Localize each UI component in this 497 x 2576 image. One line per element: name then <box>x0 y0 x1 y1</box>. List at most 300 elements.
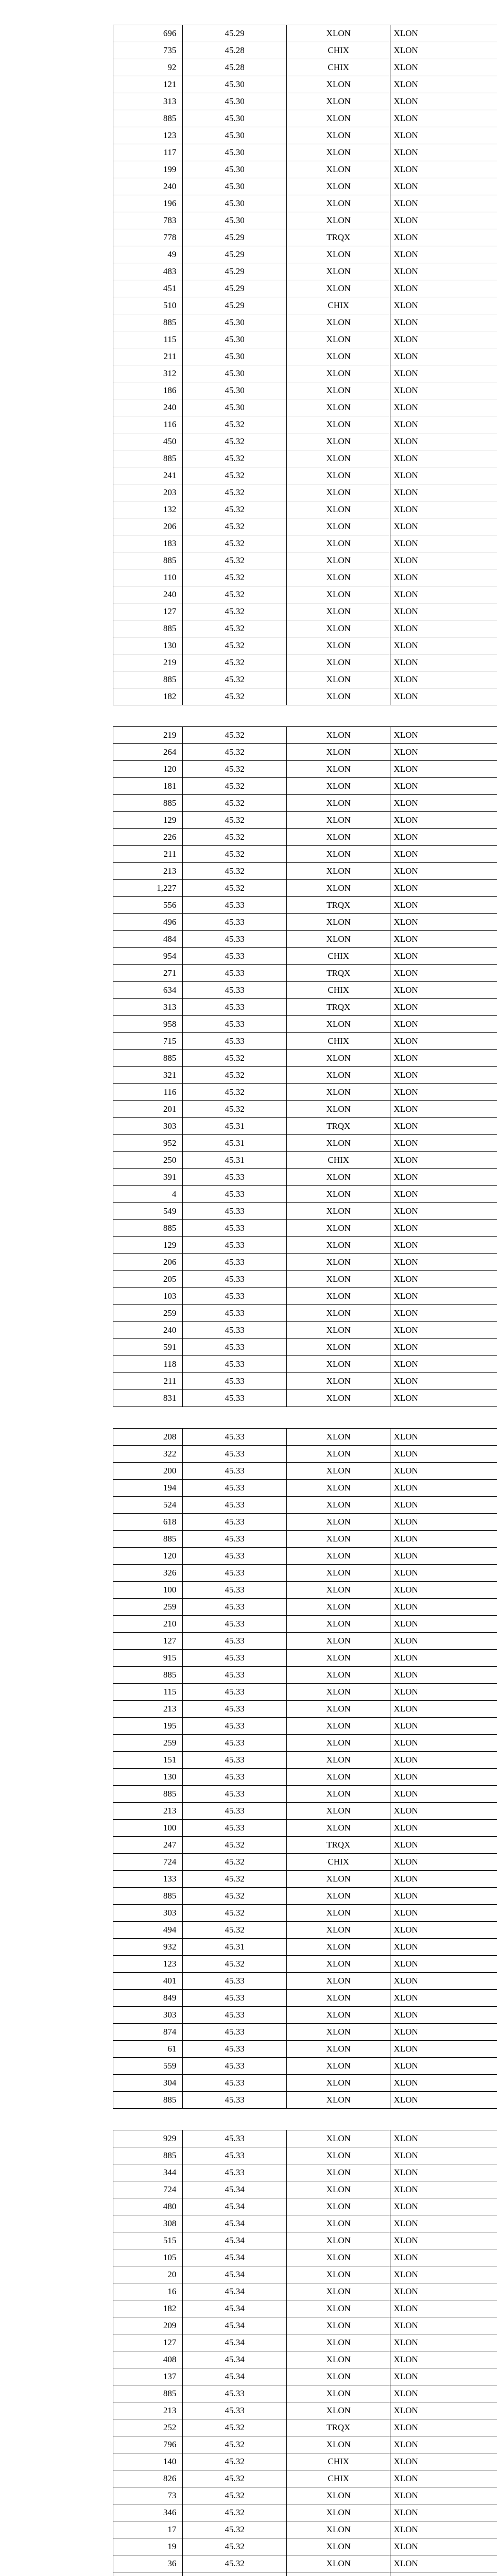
venue-cell: XLON <box>286 727 390 744</box>
table-row <box>113 829 497 846</box>
price-cell: 45.34 <box>183 2351 287 2368</box>
trade-table-block <box>113 1428 497 2109</box>
volume-cell: 618 <box>113 1514 183 1531</box>
price-cell: 45.33 <box>183 1220 287 1237</box>
venue-cell: CHIX <box>286 297 390 314</box>
venue-cell: XLON <box>286 1237 390 1254</box>
volume-cell: 211 <box>113 348 183 365</box>
table-row <box>113 1803 497 1820</box>
table-row <box>113 948 497 965</box>
venue-cell: XLON <box>286 1956 390 1973</box>
market-cell: XLON <box>390 382 497 399</box>
table-row <box>113 569 497 586</box>
price-cell: 45.30 <box>183 331 287 348</box>
market-cell: XLON <box>390 1582 497 1599</box>
table-row <box>113 365 497 382</box>
volume-cell: 344 <box>113 2164 183 2181</box>
price-cell: 45.30 <box>183 93 287 110</box>
table-row <box>113 1084 497 1101</box>
table-row <box>113 2164 497 2181</box>
price-cell: 45.32 <box>183 620 287 637</box>
market-cell: XLON <box>390 450 497 467</box>
price-cell: 45.31 <box>183 1939 287 1956</box>
venue-cell: XLON <box>286 2249 390 2266</box>
table-row <box>113 2266 497 2283</box>
table-row <box>113 1922 497 1939</box>
price-cell: 45.32 <box>183 654 287 671</box>
venue-cell: XLON <box>286 2058 390 2075</box>
volume-cell: 778 <box>113 229 183 246</box>
market-cell: XLON <box>390 914 497 931</box>
price-cell: 45.33 <box>183 948 287 965</box>
volume-cell: 252 <box>113 2419 183 2436</box>
volume-cell: 4 <box>113 1186 183 1203</box>
volume-cell: 885 <box>113 2092 183 2109</box>
price-cell: 45.33 <box>183 2007 287 2024</box>
table-row <box>113 2232 497 2249</box>
table-row <box>113 1186 497 1203</box>
price-cell: 45.32 <box>183 2504 287 2521</box>
table-row <box>113 846 497 863</box>
price-cell: 45.30 <box>183 365 287 382</box>
venue-cell: XLON <box>286 535 390 552</box>
table-row <box>113 263 497 280</box>
table-row <box>113 467 497 484</box>
market-cell: XLON <box>390 467 497 484</box>
market-cell: XLON <box>390 727 497 744</box>
volume-cell: 259 <box>113 1599 183 1616</box>
table-row <box>113 620 497 637</box>
table-bottom-border <box>113 1406 497 1407</box>
table-row <box>113 535 497 552</box>
price-cell: 45.31 <box>183 1152 287 1169</box>
price-cell: 45.30 <box>183 144 287 161</box>
table-row <box>113 2521 497 2538</box>
venue-cell: XLON <box>286 1169 390 1186</box>
table-row <box>113 688 497 705</box>
price-cell: 45.30 <box>183 195 287 212</box>
price-cell: 45.33 <box>183 1305 287 1322</box>
price-cell: 45.33 <box>183 999 287 1016</box>
market-cell: XLON <box>390 1446 497 1463</box>
price-cell: 45.33 <box>183 1769 287 1786</box>
venue-cell: XLON <box>286 1548 390 1565</box>
volume-cell: 484 <box>113 931 183 948</box>
price-cell: 45.34 <box>183 2300 287 2317</box>
volume-cell: 200 <box>113 1463 183 1480</box>
volume-cell: 103 <box>113 1288 183 1305</box>
market-cell: XLON <box>390 1356 497 1373</box>
table-row <box>113 795 497 812</box>
price-cell: 45.33 <box>183 1616 287 1633</box>
venue-cell: XLON <box>286 603 390 620</box>
volume-cell: 250 <box>113 1152 183 1169</box>
table-row <box>113 246 497 263</box>
price-cell: 45.32 <box>183 846 287 863</box>
volume-cell: 19 <box>113 2538 183 2555</box>
venue-cell: CHIX <box>286 1152 390 1169</box>
market-cell: XLON <box>390 2198 497 2215</box>
volume-cell: 724 <box>113 1854 183 1871</box>
table-row <box>113 1565 497 1582</box>
volume-cell: 120 <box>113 761 183 778</box>
price-cell: 45.30 <box>183 161 287 178</box>
table-row <box>113 637 497 654</box>
volume-cell: 391 <box>113 1169 183 1186</box>
volume-cell: 115 <box>113 1684 183 1701</box>
market-cell: XLON <box>390 1599 497 1616</box>
volume-cell: 20 <box>113 2266 183 2283</box>
table-row <box>113 314 497 331</box>
volume-cell: 559 <box>113 2058 183 2075</box>
table-row <box>113 1735 497 1752</box>
table-row <box>113 93 497 110</box>
venue-cell: CHIX <box>286 42 390 59</box>
price-cell: 45.28 <box>183 42 287 59</box>
market-cell: XLON <box>390 1837 497 1854</box>
venue-cell: XLON <box>286 2521 390 2538</box>
market-cell: XLON <box>390 897 497 914</box>
volume-cell: 885 <box>113 671 183 688</box>
volume-cell: 151 <box>113 1752 183 1769</box>
venue-cell: CHIX <box>286 59 390 76</box>
volume-cell: 696 <box>113 25 183 42</box>
price-cell: 45.33 <box>183 1033 287 1050</box>
market-cell: XLON <box>390 999 497 1016</box>
table-row <box>113 280 497 297</box>
venue-cell: XLON <box>286 1803 390 1820</box>
venue-cell: XLON <box>286 2075 390 2092</box>
venue-cell: XLON <box>286 1446 390 1463</box>
price-cell: 45.33 <box>183 2130 287 2147</box>
volume-cell: 183 <box>113 535 183 552</box>
venue-cell: XLON <box>286 110 390 127</box>
table-row <box>113 348 497 365</box>
venue-cell: TRQX <box>286 897 390 914</box>
table-row <box>113 1135 497 1152</box>
volume-cell: 105 <box>113 2249 183 2266</box>
venue-cell: XLON <box>286 2181 390 2198</box>
market-cell: XLON <box>390 59 497 76</box>
price-cell: 45.33 <box>183 2147 287 2164</box>
table-row <box>113 2453 497 2470</box>
volume-cell: 849 <box>113 1990 183 2007</box>
table-row <box>113 2419 497 2436</box>
table-row <box>113 1650 497 1667</box>
price-cell: 45.32 <box>183 2555 287 2572</box>
table-row <box>113 1118 497 1135</box>
venue-cell: XLON <box>286 1752 390 1769</box>
price-cell: 45.33 <box>183 1356 287 1373</box>
price-cell: 45.28 <box>183 59 287 76</box>
price-cell: 45.32 <box>183 829 287 846</box>
table-row <box>113 897 497 914</box>
volume-cell: 450 <box>113 433 183 450</box>
venue-cell: XLON <box>286 1871 390 1888</box>
market-cell: XLON <box>390 1718 497 1735</box>
price-cell: 45.33 <box>183 1735 287 1752</box>
volume-cell: 524 <box>113 1497 183 1514</box>
market-cell: XLON <box>390 2075 497 2092</box>
price-cell: 45.32 <box>183 1837 287 1854</box>
volume-cell: 929 <box>113 2130 183 2147</box>
price-cell: 45.33 <box>183 931 287 948</box>
table-row <box>113 1288 497 1305</box>
trade-table-block <box>113 25 497 705</box>
volume-cell: 17 <box>113 2521 183 2538</box>
venue-cell: XLON <box>286 880 390 897</box>
price-cell: 45.32 <box>183 1888 287 1905</box>
venue-cell: XLON <box>286 399 390 416</box>
volume-cell: 885 <box>113 314 183 331</box>
price-cell: 45.32 <box>183 552 287 569</box>
venue-cell: XLON <box>286 1718 390 1735</box>
table-row <box>113 880 497 897</box>
table-row <box>113 59 497 76</box>
volume-cell: 915 <box>113 1650 183 1667</box>
venue-cell: XLON <box>286 1084 390 1101</box>
volume-cell: 885 <box>113 1888 183 1905</box>
table-row <box>113 982 497 999</box>
price-cell: 45.32 <box>183 795 287 812</box>
venue-cell: XLON <box>286 1990 390 2007</box>
price-cell: 45.32 <box>183 518 287 535</box>
table-row <box>113 1429 497 1446</box>
volume-cell: 303 <box>113 1118 183 1135</box>
volume-cell: 247 <box>113 1837 183 1854</box>
venue-cell: XLON <box>286 1667 390 1684</box>
table-row <box>113 1373 497 1390</box>
price-cell: 45.33 <box>183 1599 287 1616</box>
price-cell: 45.34 <box>183 2368 287 2385</box>
venue-cell: TRQX <box>286 2419 390 2436</box>
table-row <box>113 2130 497 2147</box>
market-cell: XLON <box>390 2334 497 2351</box>
volume-cell: 885 <box>113 110 183 127</box>
venue-cell: XLON <box>286 654 390 671</box>
price-cell: 45.33 <box>183 1446 287 1463</box>
venue-cell: XLON <box>286 586 390 603</box>
volume-cell: 211 <box>113 1373 183 1390</box>
market-cell: XLON <box>390 1871 497 1888</box>
volume-cell: 510 <box>113 297 183 314</box>
trade-table <box>113 1429 497 2108</box>
volume-cell: 182 <box>113 2300 183 2317</box>
market-cell: XLON <box>390 2402 497 2419</box>
table-row <box>113 2300 497 2317</box>
market-cell: XLON <box>390 399 497 416</box>
venue-cell: XLON <box>286 2368 390 2385</box>
price-cell: 45.32 <box>183 1050 287 1067</box>
volume-cell: 49 <box>113 246 183 263</box>
price-cell: 45.34 <box>183 2232 287 2249</box>
volume-cell: 36 <box>113 2555 183 2572</box>
venue-cell: XLON <box>286 2041 390 2058</box>
market-cell: XLON <box>390 1990 497 2007</box>
price-cell: 45.33 <box>183 2058 287 2075</box>
price-cell: 45.33 <box>183 2041 287 2058</box>
price-cell: 45.33 <box>183 914 287 931</box>
table-row <box>113 914 497 931</box>
price-cell: 45.32 <box>183 2538 287 2555</box>
price-cell: 45.33 <box>183 1429 287 1446</box>
market-cell: XLON <box>390 829 497 846</box>
market-cell: XLON <box>390 1101 497 1118</box>
market-cell: XLON <box>390 501 497 518</box>
venue-cell: XLON <box>286 1429 390 1446</box>
table-row <box>113 1220 497 1237</box>
volume-cell: 186 <box>113 382 183 399</box>
price-cell: 45.32 <box>183 2453 287 2470</box>
volume-cell: 634 <box>113 982 183 999</box>
table-row <box>113 1718 497 1735</box>
volume-cell: 451 <box>113 280 183 297</box>
table-row <box>113 2007 497 2024</box>
price-cell: 45.30 <box>183 382 287 399</box>
market-cell: XLON <box>390 586 497 603</box>
volume-cell: 885 <box>113 795 183 812</box>
market-cell: XLON <box>390 1152 497 1169</box>
venue-cell: XLON <box>286 1497 390 1514</box>
price-cell: 45.32 <box>183 2436 287 2453</box>
trade-table-block <box>113 2130 497 2576</box>
venue-cell: XLON <box>286 931 390 948</box>
market-cell <box>390 2572 497 2576</box>
price-cell: 45.33 <box>183 1186 287 1203</box>
price-cell: 45.32 <box>183 433 287 450</box>
table-row <box>113 127 497 144</box>
volume-cell: 954 <box>113 948 183 965</box>
price-cell: 45.33 <box>183 982 287 999</box>
venue-cell: XLON <box>286 450 390 467</box>
volume-cell: 73 <box>113 2487 183 2504</box>
price-cell: 45.32 <box>183 2487 287 2504</box>
volume-cell: 885 <box>113 1531 183 1548</box>
venue-cell: XLON <box>286 1305 390 1322</box>
price-cell: 45.33 <box>183 2075 287 2092</box>
table-row <box>113 501 497 518</box>
table-row <box>113 25 497 42</box>
market-cell: XLON <box>390 535 497 552</box>
market-cell: XLON <box>390 246 497 263</box>
venue-cell: XLON <box>286 331 390 348</box>
volume-cell: 240 <box>113 1322 183 1339</box>
table-row <box>113 761 497 778</box>
table-row <box>113 999 497 1016</box>
price-cell: 45.32 <box>183 1101 287 1118</box>
price-cell: 45.33 <box>183 1514 287 1531</box>
table-row <box>113 1169 497 1186</box>
venue-cell: XLON <box>286 178 390 195</box>
market-cell: XLON <box>390 195 497 212</box>
volume-cell: 133 <box>113 1871 183 1888</box>
venue-cell: XLON <box>286 2487 390 2504</box>
market-cell: XLON <box>390 1463 497 1480</box>
volume-cell: 116 <box>113 416 183 433</box>
price-cell: 45.34 <box>183 2181 287 2198</box>
table-row <box>113 1101 497 1118</box>
price-cell: 45.33 <box>183 2164 287 2181</box>
table-row <box>113 178 497 195</box>
market-cell: XLON <box>390 212 497 229</box>
price-cell: 45.32 <box>183 637 287 654</box>
price-cell <box>183 2572 287 2576</box>
price-cell: 45.33 <box>183 1322 287 1339</box>
venue-cell: XLON <box>286 144 390 161</box>
table-row <box>113 1033 497 1050</box>
volume-cell: 885 <box>113 1050 183 1067</box>
table-row <box>113 2147 497 2164</box>
market-cell: XLON <box>390 1803 497 1820</box>
market-cell: XLON <box>390 1616 497 1633</box>
table-row <box>113 1203 497 1220</box>
venue-cell: CHIX <box>286 2470 390 2487</box>
market-cell: XLON <box>390 880 497 897</box>
table-row <box>113 1016 497 1033</box>
volume-cell: 885 <box>113 620 183 637</box>
price-cell: 45.33 <box>183 1718 287 1735</box>
price-cell: 45.32 <box>183 1854 287 1871</box>
venue-cell: XLON <box>286 829 390 846</box>
market-cell: XLON <box>390 2092 497 2109</box>
market-cell: XLON <box>390 1033 497 1050</box>
market-cell: XLON <box>390 348 497 365</box>
table-row <box>113 2385 497 2402</box>
price-cell: 45.32 <box>183 467 287 484</box>
market-cell: XLON <box>390 2215 497 2232</box>
market-cell: XLON <box>390 1752 497 1769</box>
market-cell: XLON <box>390 1084 497 1101</box>
price-cell: 45.32 <box>183 727 287 744</box>
venue-cell: XLON <box>286 1973 390 1990</box>
price-cell: 45.32 <box>183 535 287 552</box>
volume-cell: 885 <box>113 450 183 467</box>
volume-cell: 303 <box>113 1905 183 1922</box>
table-row <box>113 1271 497 1288</box>
market-cell: XLON <box>390 1305 497 1322</box>
price-cell: 45.33 <box>183 2402 287 2419</box>
price-cell: 45.29 <box>183 263 287 280</box>
volume-cell: 129 <box>113 1237 183 1254</box>
price-cell: 45.29 <box>183 246 287 263</box>
market-cell: XLON <box>390 178 497 195</box>
market-cell: XLON <box>390 1237 497 1254</box>
volume-cell: 483 <box>113 263 183 280</box>
market-cell: XLON <box>390 1684 497 1701</box>
table-row <box>113 2198 497 2215</box>
market-cell: XLON <box>390 416 497 433</box>
volume-cell: 1,227 <box>113 880 183 897</box>
table-row <box>113 1990 497 2007</box>
volume-cell: 952 <box>113 1135 183 1152</box>
price-cell: 45.33 <box>183 1565 287 1582</box>
table-row <box>113 297 497 314</box>
venue-cell: XLON <box>286 1390 390 1407</box>
table-row <box>113 2504 497 2521</box>
volume-cell: 213 <box>113 1701 183 1718</box>
volume-cell: 219 <box>113 654 183 671</box>
venue-cell: XLON <box>286 2130 390 2147</box>
volume-cell: 240 <box>113 586 183 603</box>
venue-cell: XLON <box>286 1220 390 1237</box>
table-row <box>113 863 497 880</box>
volume-cell: 885 <box>113 1786 183 1803</box>
table-row <box>113 2075 497 2092</box>
table-row <box>113 1633 497 1650</box>
volume-cell: 321 <box>113 1067 183 1084</box>
volume-cell: 346 <box>113 2504 183 2521</box>
venue-cell: XLON <box>286 744 390 761</box>
